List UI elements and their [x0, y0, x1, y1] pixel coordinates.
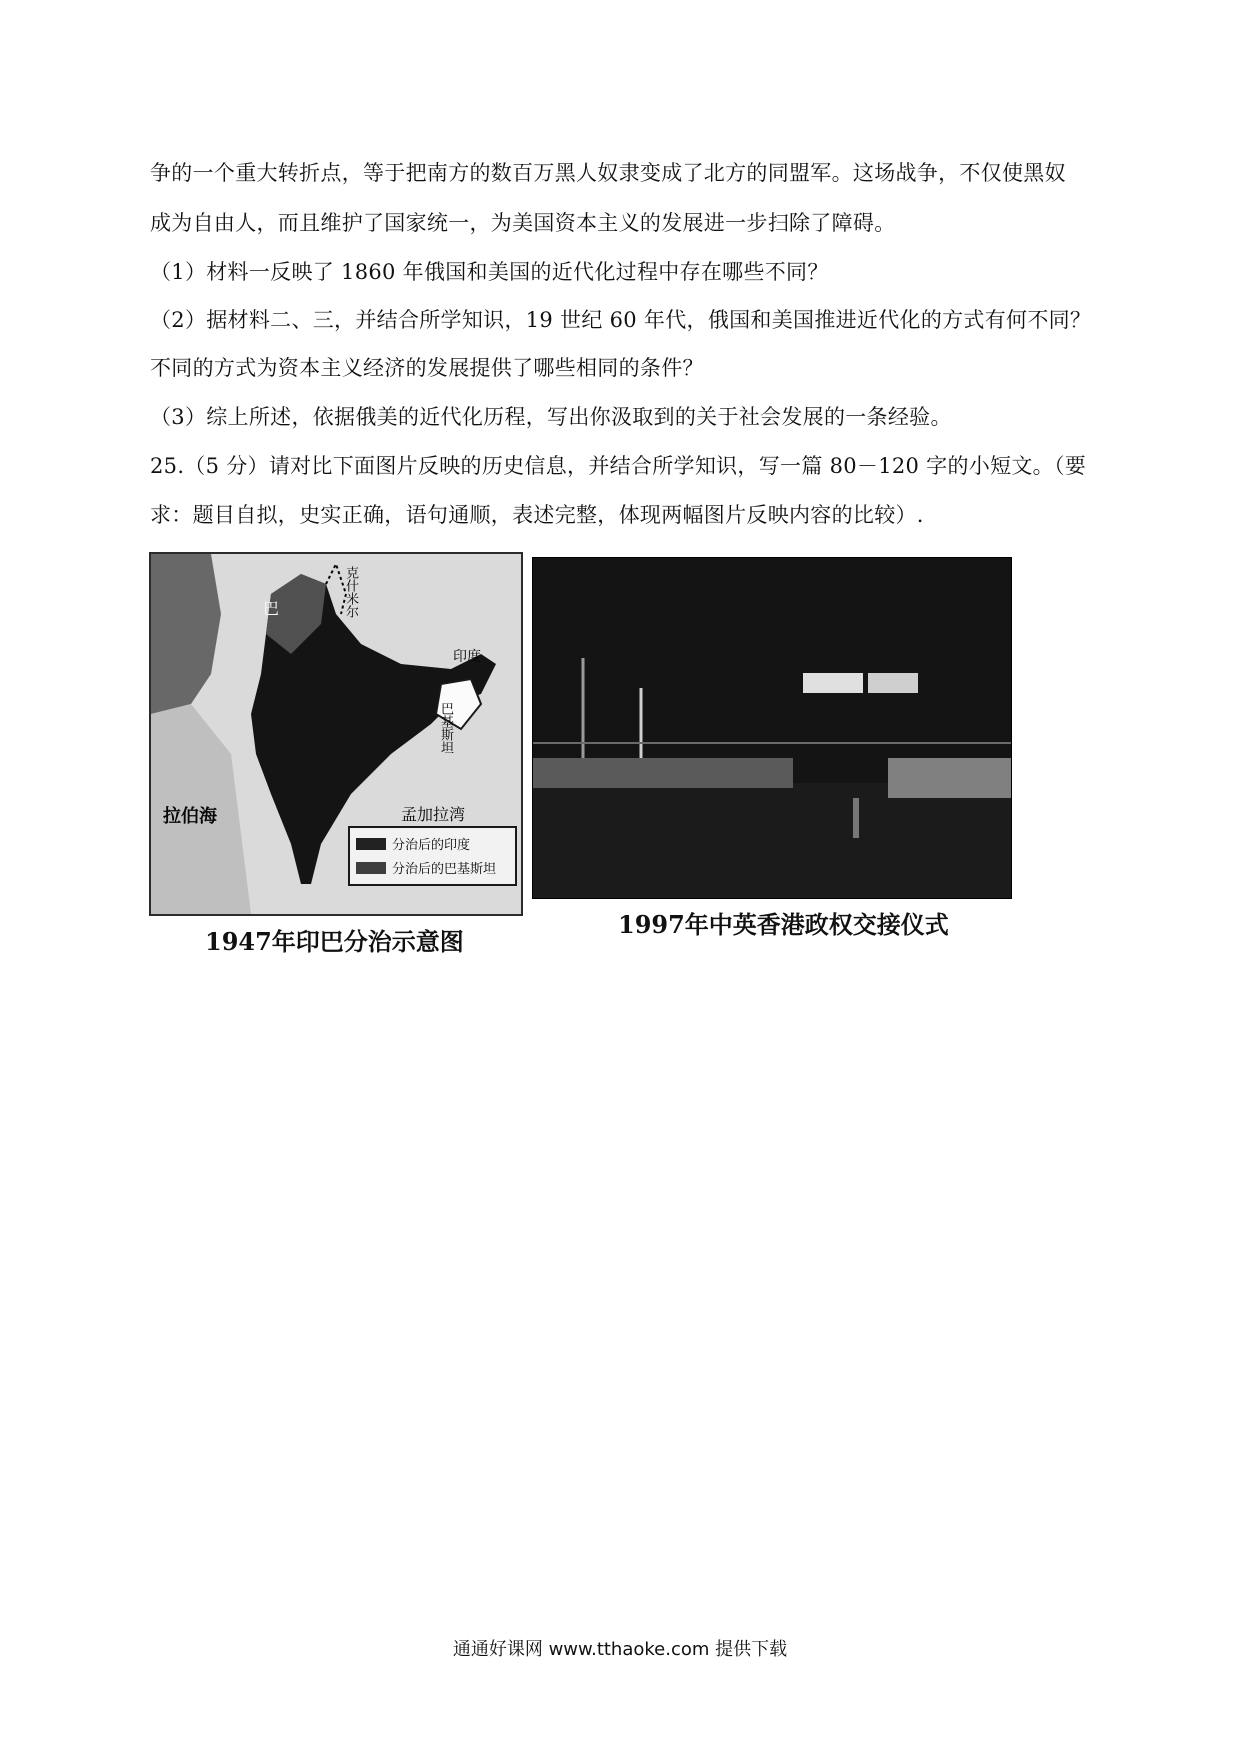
handover-photo: [532, 557, 1012, 899]
legend-swatch: [356, 838, 386, 850]
legend-item-pakistan: [356, 858, 496, 877]
legend-item-india: [356, 834, 470, 853]
text-line: 争的一个重大转折点，等于把南方的数百万黑人奴隶变成了北方的同盟军。这场战争，不仅使黑奴: [150, 161, 1066, 185]
text-line: （1）材料一反映了 1860 年俄国和美国的近代化过程中存在哪些不同？: [150, 260, 829, 284]
text-line: 不同的方式为资本主义经济的发展提供了哪些相同的条件？: [150, 356, 704, 380]
kashmir-label: 克什米尔: [343, 566, 358, 618]
legend-label: 分治后的巴基斯坦: [392, 862, 497, 877]
text-line: 成为自由人，而且维护了国家统一，为美国资本主义的发展进一步扫除了障碍。: [150, 211, 896, 235]
map-caption: 1947年印巴分治示意图: [205, 927, 464, 956]
page-footer: 通通好课网 www.tthaoke.com 提供下载: [452, 1639, 788, 1660]
pakistan-west-label: 巴: [263, 599, 280, 618]
text-line: （2）据材料二、三，并结合所学知识，19 世纪 60 年代，俄国和美国推进近代化的方式有何不同？: [150, 308, 1092, 332]
ceremony-photo-graphic: [533, 558, 1011, 898]
text-line: （3）综上所述，依据俄美的近代化历程，写出你汲取到的关于社会发展的一条经验。: [150, 405, 952, 429]
arabian-sea-label: 拉伯海: [163, 806, 217, 827]
partition-map: [149, 552, 523, 916]
pakistan-east-label: 巴基斯坦: [438, 702, 453, 754]
text-line: 求：题目自拟，史实正确，语句通顺，表述完整，体现两幅图片反映内容的比较）.: [150, 503, 924, 527]
map-legend: [348, 826, 517, 886]
text-line: 25.（5 分）请对比下面图片反映的历史信息，并结合所学知识，写一篇 80－120 字的小短文。（要: [150, 454, 1087, 478]
india-label: 印度: [453, 649, 481, 665]
legend-swatch: [356, 862, 386, 874]
legend-label: 分治后的印度: [392, 838, 471, 853]
photo-caption: 1997年中英香港政权交接仪式: [618, 910, 949, 939]
bay-of-bengal-label: 孟加拉湾: [401, 805, 466, 824]
